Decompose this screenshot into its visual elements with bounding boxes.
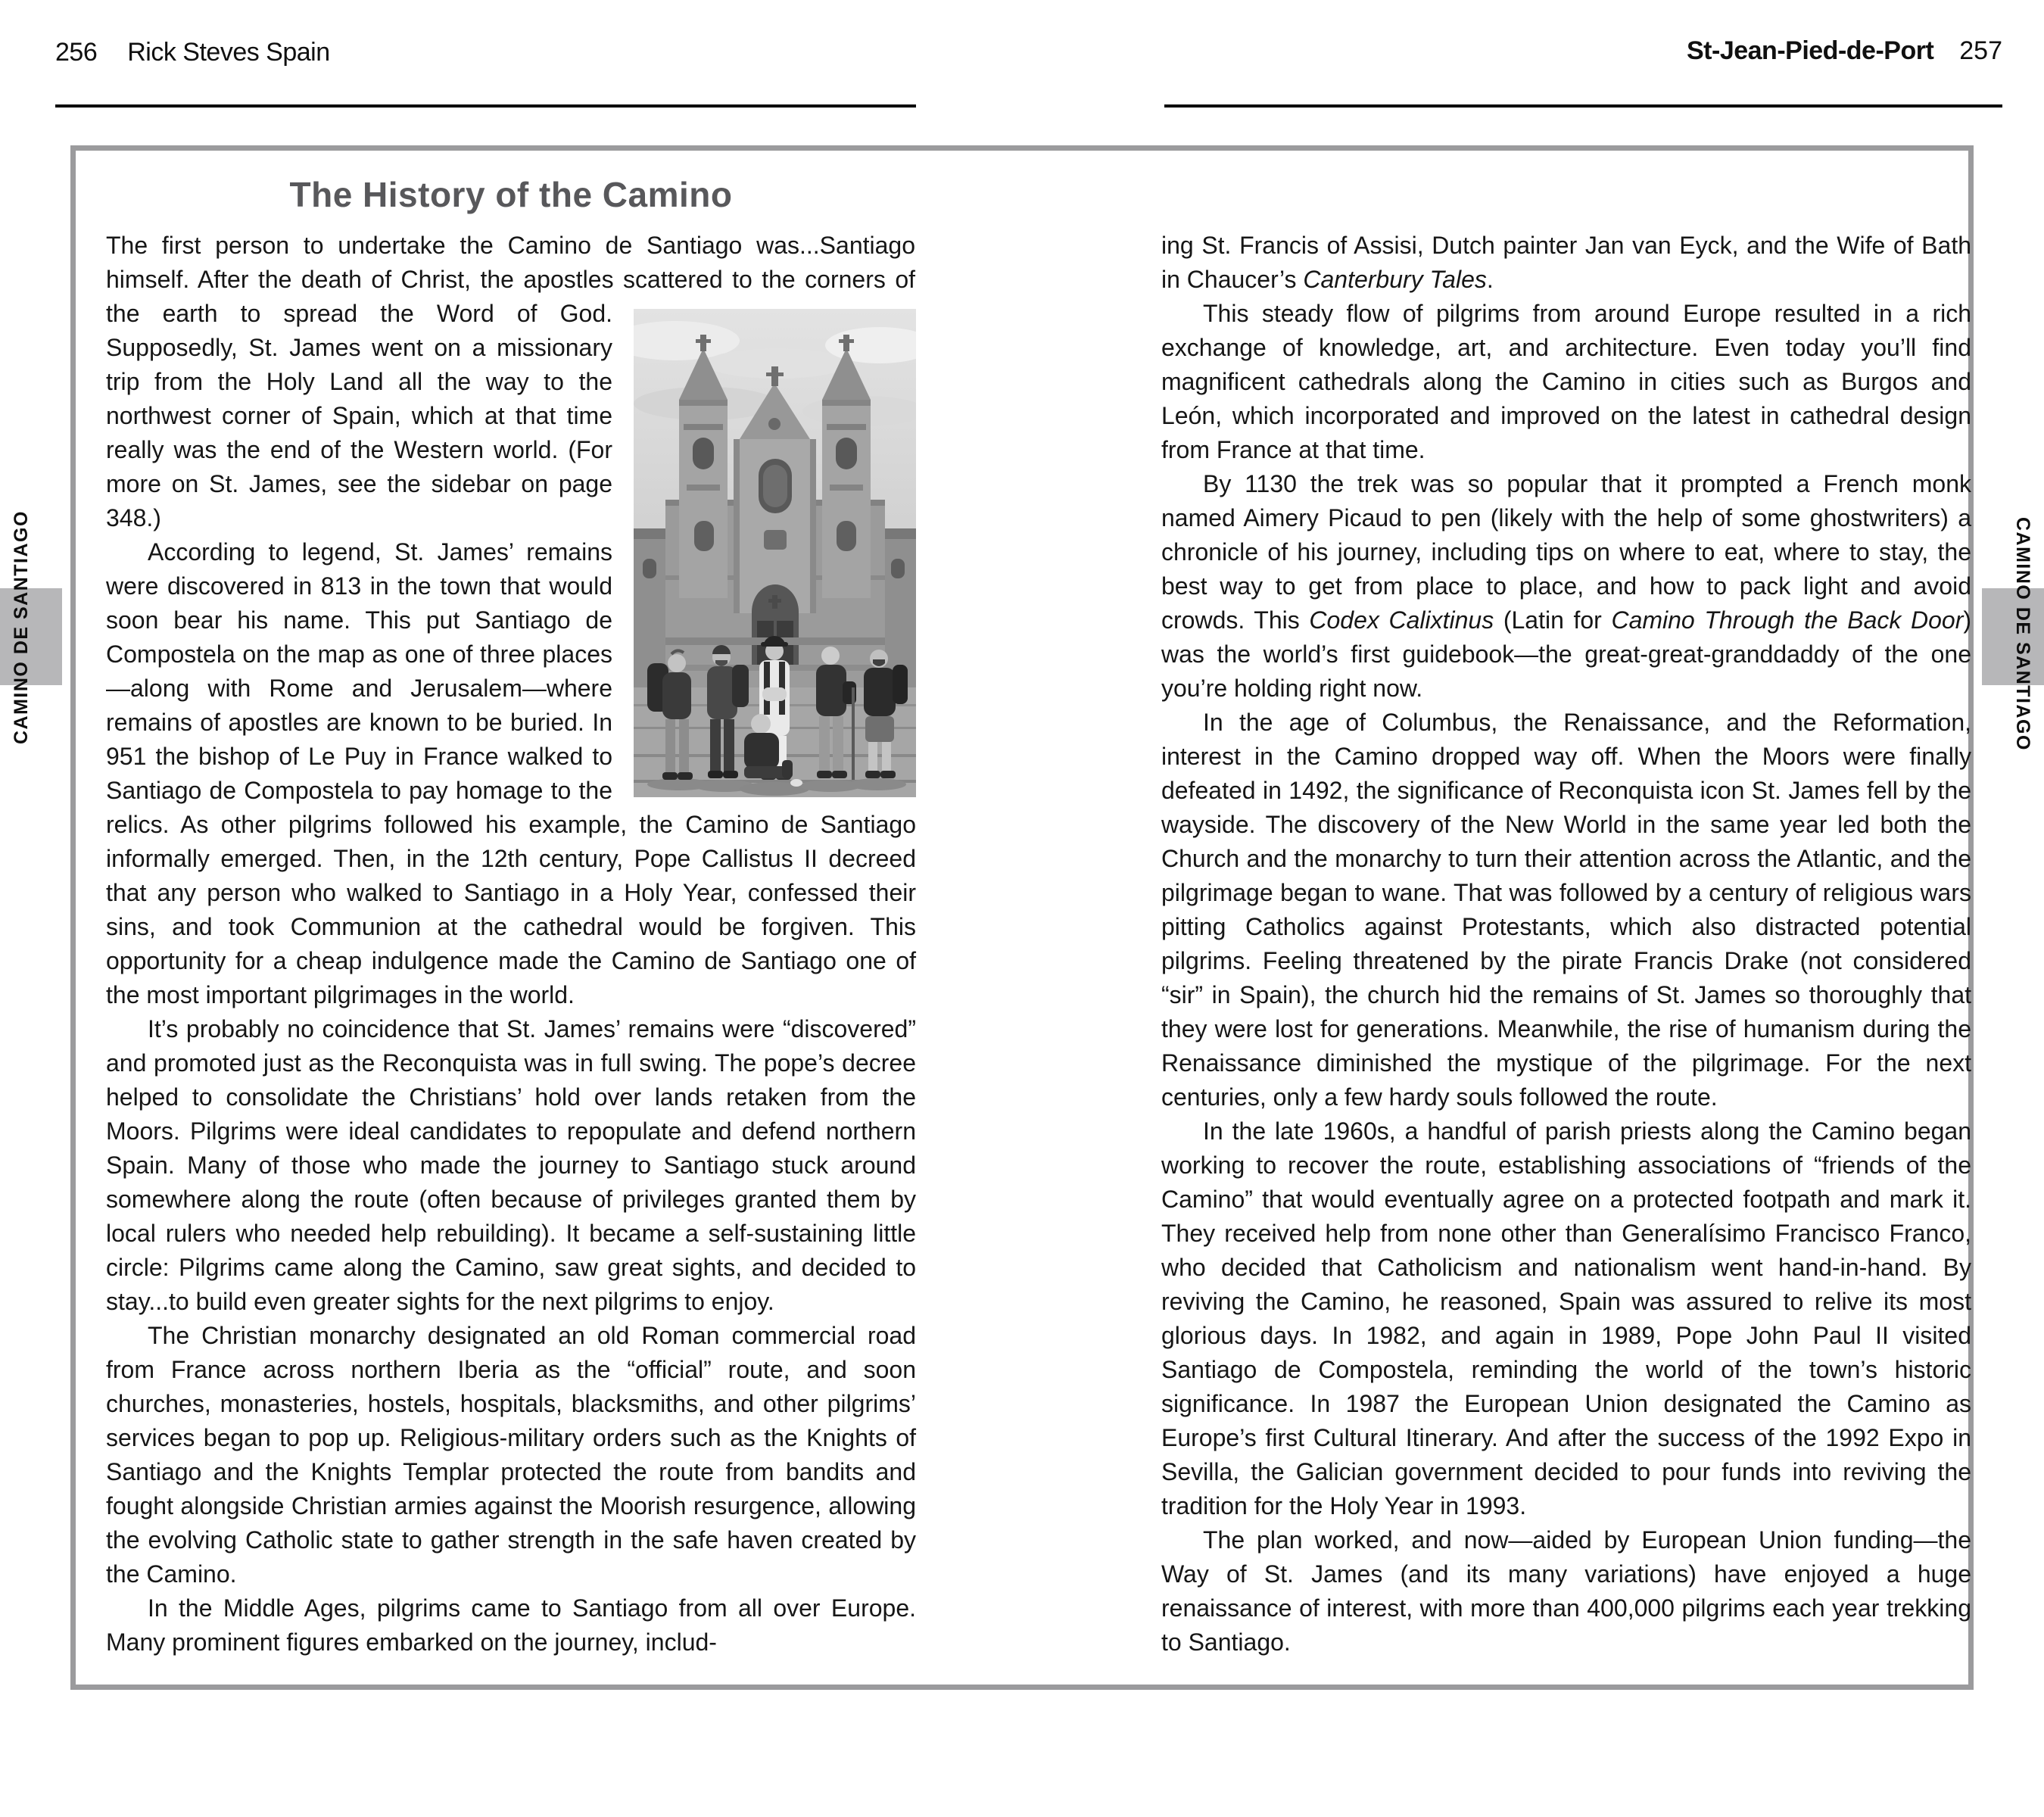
italic-text: Camino Through the Back Door — [1611, 606, 1964, 634]
header-rule-left — [55, 104, 916, 108]
body-text: ) was the world’s first guidebook—the great-great-granddaddy of the one you’re holding right now. — [1161, 606, 1972, 702]
body-text: The Christian monarchy designated an old Roman commercial road from France across northern Iberia as the “official” route, and soon churches, monasteries, hostels, hospitals, blacksmiths, and other pilgrims’ services began to pop up. Religious-military orders such as the Knights of Santiago and the Knights Templar protected the route from bandits and fought alongside Christian armies against the Moorish resurgence, allowing the evolving Catholic state to gather strength in the safe haven created by the Camino. — [106, 1322, 916, 1588]
body-text: It’s probably no coincidence that St. James’ remains were “discovered” and promoted just as the Reconquista was in full swing. The pope’s decree helped to consolidate the Christians’ hold over lands retaken from the Moors. Pilgrims were ideal candidates to repopulate and defend northern Spain. Many of those who made the journey to Santiago stuck around somewhere along the route (often because of privileges granted them by local rulers who needed help rebuilding). It became a self-sustaining little circle: Pilgrims came along the Camino, saw great sights, and decided to stay...to build even greater sights for the next pilgrims to enjoy. — [106, 1015, 916, 1315]
body-text: This steady flow of pilgrims from around Europe resulted in a rich exchange of knowledge, art, and architecture. Even today you’ll find magnificent cathedrals along the Camino in cities such as Burgos and León, which incorporated and improved on the latest in cathedral design from France at that time. — [1161, 300, 1971, 463]
margin-label-left: CAMINO DE SANTIAGO — [11, 510, 32, 744]
right-column — [1161, 229, 1971, 1660]
paragraph — [1161, 706, 1971, 1114]
cathedral-photo-illustration — [634, 309, 916, 797]
page-number-left: 256 — [55, 38, 98, 67]
chapter-title: St-Jean-Pied-de-Port — [1687, 36, 1934, 65]
photo-pilgrims-cathedral — [634, 309, 916, 797]
body-text: . — [1486, 266, 1494, 293]
sidebar-title: The History of the Camino — [289, 175, 733, 214]
running-head-right — [1687, 36, 2002, 66]
paragraph — [1161, 1523, 1971, 1660]
paragraph — [1161, 229, 1971, 297]
body-text: In the late 1960s, a handful of parish priests along the Camino began working to recover the route, establishing associations of “friends of the Camino” that would eventually agree on a protected footpath and mark it. They received help from none other than Generalísimo Francisco Franco, who decided that Catholicism and nationalism went hand-in-hand. By reviving the Camino, he reasoned, Spain was assured to relive its most glorious days. In 1982, and again in 1989, Pope John Paul II visited Santiago de Compostela, reminding the world of the town’s historic significance. In 1987 the European Union designated the Camino as Europe’s first Cultural Itinerary. And after the success of the 1992 Expo in Sevilla, the Galician government decided to pour funds into reviving the tradition for the Holy Year in 1993. — [1161, 1117, 1971, 1519]
page-number-right: 257 — [1959, 36, 2002, 65]
body-text: (Latin for — [1494, 606, 1612, 634]
paragraph — [1161, 1114, 1971, 1523]
margin-label-right: CAMINO DE SANTIAGO — [2012, 517, 2033, 751]
italic-text: Codex Calixtinus — [1309, 606, 1494, 634]
body-text: ing St. Francis of Assisi, Dutch painter Jan van Eyck, and the Wife of Bath in Chaucer’s — [1161, 232, 1971, 293]
right-column-paragraphs — [1161, 229, 1971, 1660]
running-head-left — [55, 38, 330, 67]
body-text: By 1130 the trek was so popular that it prompted a French monk named Aimery Picaud to pen (likely with the help of some ghostwriters) a chronicle of his journey, including tips on where to eat, where to stay, the best way to get from place to place, and how to pack light and avoid crowds. This — [1161, 470, 1971, 634]
body-text: According to legend, St. James’ remains were discovered in 813 in the town that would soon bear his name. This put Santiago de Compostela on the map as one of three places—along with Rome and Jerusalem—where remains of apostles are known to be buried. In 951 the bishop of Le Puy in France walked to Santiago de Compostela to pay homage to the relics. As other pilgrims followed his example, the Camino de Santiago informally emerged. Then, in the 12th century, Pope Callistus II decreed that any person who walked to Santiago in a Holy Year, confessed their sins, and took Communion at the cathedral would be forgiven. This opportunity for a cheap indulgence made the Camino de Santiago one of the most important pilgrimages in the world. — [106, 538, 916, 1008]
book-title: Rick Steves Spain — [127, 38, 330, 67]
body-text: The first person to undertake the Camino de Santiago was...Santiago himself. After the death of Christ, the apostles scattered to the corners of the earth to spread the Word of God. Supposedly, St. James went on a missionary trip from the Holy Land all the way to the northwest corner of Spain, which at that time really was the end of the Western world. (For more on St. James, see the sidebar on page 348.) — [106, 232, 915, 531]
paragraph — [106, 1012, 916, 1319]
paragraph — [106, 1591, 916, 1660]
body-text: In the Middle Ages, pilgrims came to Santiago from all over Europe. Many prominent figures embarked on the journey, includ- — [106, 1594, 916, 1656]
body-text: In the age of Columbus, the Renaissance, and the Reformation, interest in the Camino dropped way off. When the Moors were finally defeated in 1492, the significance of Reconquista icon St. James fell by the wayside. The discovery of the New World in the same year led both the Church and the monarchy to turn their attention across the Atlantic, and the pilgrimage began to wane. That was followed by a century of religious wars pitting Catholics against Protestants, which also distracted potential pilgrims. Feeling threatened by the pirate Francis Drake (not considered “sir” in Spain), the church hid the remains of St. James so thoroughly that they were lost for generations. Meanwhile, the rise of humanism during the Renaissance diminished the mystique of the pilgrimage. For the next centuries, only a few hardy souls followed the route. — [1161, 709, 1971, 1111]
paragraph — [1161, 297, 1971, 467]
photo-float-spacer — [915, 229, 916, 309]
paragraph — [1161, 467, 1971, 706]
paragraph — [106, 1319, 916, 1591]
italic-text: Canterbury Tales — [1303, 266, 1487, 293]
header-rule-right — [1164, 104, 2002, 108]
body-text: The plan worked, and now—aided by European Union funding—the Way of St. James (and its many variations) have enjoyed a huge renaissance of interest, with more than 400,000 pilgrims each year trekking to Santiago. — [1161, 1526, 1971, 1656]
left-column — [106, 229, 916, 1660]
